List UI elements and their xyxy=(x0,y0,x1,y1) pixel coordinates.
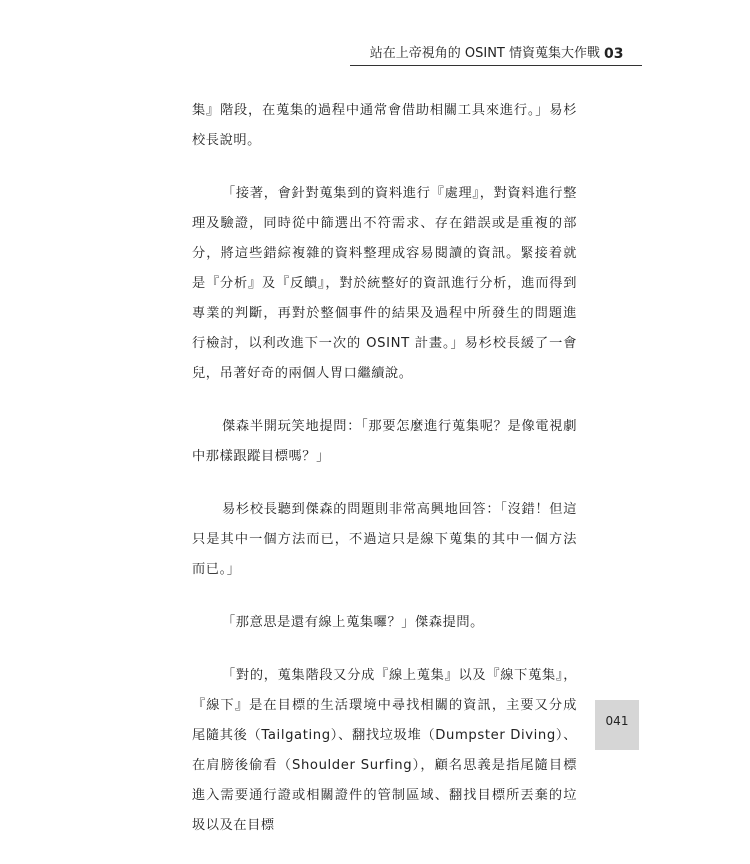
header-rule xyxy=(350,65,642,66)
paragraph: 「對的，蒐集階段又分成『線上蒐集』以及『線下蒐集』，『線下』是在目標的生活環境中尋找相關的資訊，主要又分成尾隨其後（Tailgating）、翻找垃圾堆（Dumpster Diving）、在肩膀後偷看（Shoulder Surfing），顧名思義是指尾隨目標進入需要通行證或相關證件的管制區域、翻找目標所丟棄的垃圾以及在目標 xyxy=(192,668,577,833)
paragraph-continuation: 集』階段，在蒐集的過程中通常會借助相關工具來進行。」易杉校長說明。 xyxy=(192,103,577,148)
running-header xyxy=(0,44,750,66)
header-chapter-number: 03 xyxy=(604,46,624,62)
header-title: 站在上帝視角的 OSINT 情資蒐集大作戰 xyxy=(369,46,600,61)
page-number: 041 xyxy=(605,714,629,728)
paragraph: 「那意思是還有線上蒐集囉？」傑森提問。 xyxy=(222,615,484,630)
paragraph: 易杉校長聽到傑森的問題則非常高興地回答：「沒錯！但這只是其中一個方法而已，不過這只是線下蒐集的其中一個方法而已。」 xyxy=(192,502,577,577)
page-body xyxy=(192,96,577,864)
page-number-tab xyxy=(595,700,639,750)
paragraph: 傑森半開玩笑地提問：「那要怎麼進行蒐集呢？是像電視劇中那樣跟蹤目標嗎？」 xyxy=(192,419,577,464)
paragraph: 「接著，會針對蒐集到的資料進行『處理』，對資料進行整理及驗證，同時從中篩選出不符需求、存在錯誤或是重複的部分，將這些錯綜複雜的資料整理成容易閱讀的資訊。緊接着就是『分析』及『反饋』，對於統整好的資訊進行分析，進而得到專業的判斷，再對於整個事件的結果及過程中所發生的問題進行檢討，以利改進下一次的 OSINT 計畫。」易杉校長緩了一會兒，吊著好奇的兩個人胃口繼續說。 xyxy=(192,186,577,381)
